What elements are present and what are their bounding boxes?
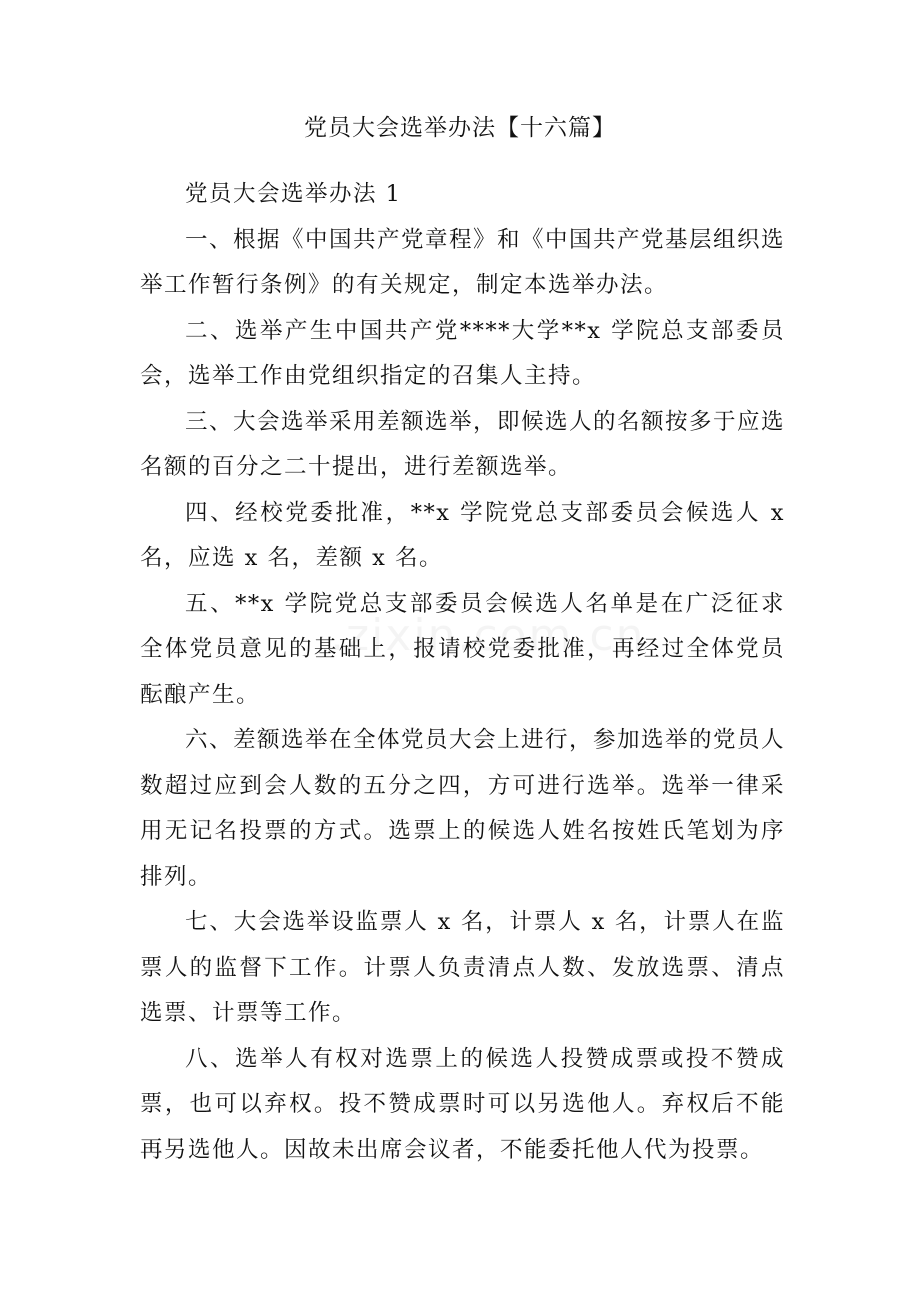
paragraph-article-5: 五、**x 学院党总支部委员会候选人名单是在广泛征求全体党员意见的基础上，报请校党委批准，再经过全体党员酝酿产生。 <box>140 590 785 708</box>
document-title: 党员大会选举办法【十六篇】 <box>304 115 616 141</box>
paragraph-article-7: 七、大会选举设监票人 x 名，计票人 x 名，计票人在监票人的监督下工作。计票人负责清点人数、发放选票、清点选票、计票等工作。 <box>140 909 785 1026</box>
paragraph-article-1: 一、根据《中国共产党章程》和《中国共产党基层组织选举工作暂行条例》的有关规定，制定本选举办法。 <box>140 226 786 298</box>
document-body <box>140 172 785 1173</box>
paragraph-article-6: 六、差额选举在全体党员大会上进行，参加选举的党员人数超过应到会人数的五分之四，方可进行选举。选举一律采用无记名投票的方式。选票上的候选人姓名按姓氏笔划为序排列。 <box>140 727 786 890</box>
paragraph-article-4: 四、经校党委批准，**x 学院党总支部委员会候选人 x 名，应选 x 名，差额 x 名。 <box>140 499 785 571</box>
paragraph-article-8: 八、选举人有权对选票上的候选人投赞成票或投不赞成票，也可以弃权。投不赞成票时可以另选他人。弃权后不能再另选他人。因故未出席会议者，不能委托他人代为投票。 <box>140 1045 785 1163</box>
paragraph-article-3: 三、大会选举采用差额选举，即候选人的名额按多于应选名额的百分之二十提出，进行差额选举。 <box>140 408 786 480</box>
section-heading: 党员大会选举办法 1 <box>185 181 402 207</box>
paragraph-article-2: 二、选举产生中国共产党****大学**x 学院总支部委员会，选举工作由党组织指定的召集人主持。 <box>140 317 785 389</box>
